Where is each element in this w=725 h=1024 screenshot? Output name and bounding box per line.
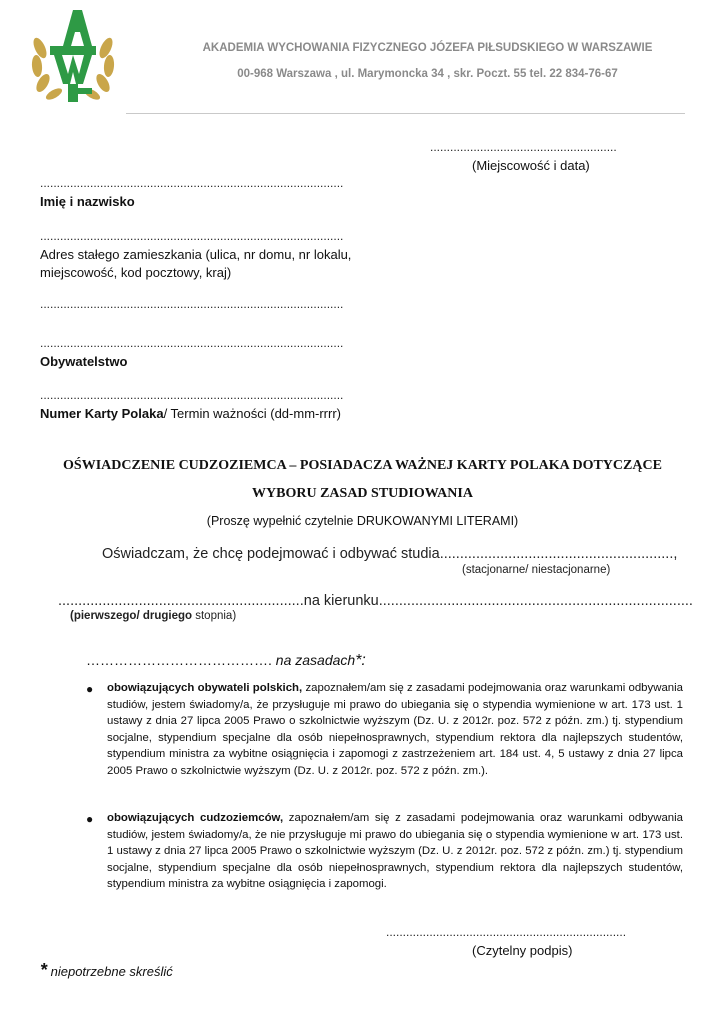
card-number-label-rest: / Termin ważności (dd-mm-rrrr) [163,406,341,421]
rules-line [86,652,366,670]
study-mode-text: Oświadczam, że chcę podejmować i odbywać studia [102,546,440,562]
footnote-asterisk: * [40,960,48,980]
signature-label: (Czytelny podpis) [472,943,573,958]
degree-hint-rest: stopnia) [192,610,237,622]
signature-field[interactable]: ........................................................................ [386,925,627,939]
awf-logo [28,8,118,104]
study-mode-field[interactable]: .........................................................., [439,546,678,562]
card-number-label-bold: Numer Karty Polaka [40,406,164,421]
option-foreigners-text: zapoznałem/am się z zasadami podejmowania oraz warunkami odbywania studiów, jestem świadomy/a, że nie przysługuje mi prawo do ubiegania się o stypendia wymienione w art. 173 ust. 1 ustawy z dnia 27 lipca 2005 Prawo o szkolnictwie wyższym (Dz. U. z 2012r. poz. 572 z późn. zm.) tj. stypendium socjalne, stypendium specjalne dla osób niepełnosprawnych, stypendium rektora dla najlepszych studentów, stypendium ministra za wybitne osiągnięcia i zapomogi. [107,812,683,891]
address-label-line1: Adres stałego zamieszkania (ulica, nr domu, nr lokalu, [40,247,352,262]
awf-monogram [50,10,96,102]
field-of-study-line [58,593,693,609]
rules-text: na zasadach [271,652,356,668]
statement-title-line1: OŚWIADCZENIE CUDZOZIEMCA – POSIADACZA WAŻNEJ KARTY POLAKA DOTYCZĄCE [63,458,662,473]
degree-field[interactable]: ............................................................. [58,593,304,609]
rules-field[interactable]: …………………………………. [86,652,272,668]
study-mode-hint: (stacjonarne/ niestacjonarne) [462,564,611,576]
footnote-text: niepotrzebne skreślić [47,964,173,979]
study-mode-line [102,546,677,562]
statement-title-line2: WYBORU ZASAD STUDIOWANIA [252,486,473,501]
address-field[interactable]: ........................................................................................... [40,229,344,243]
card-number-label [40,406,341,421]
name-label: Imię i nazwisko [40,194,135,209]
option-polish-citizens-text: zapoznałem/am się z zasadami podejmowania oraz warunkami odbywania studiów, jestem świadomy/a, że przysługuje mi prawo do ubiegania się o stypendia wymienione w art. 173 ust. 1 ustawy z dnia 27 lipca 2005 Prawo o szkolnictwie wyższym (Dz. U. z 2012r. poz. 572 z późn. zm.) tj. stypendium socjalne, stypendium specjalne dla osób niepełnosprawnych, stypendium rektora dla najlepszych studentów, stypendium ministra za wybitne osiągnięcia i zapomogi z zastrzeżeniem art. 184 ust. 4, 5 ustawy z dnia 27 lipca 2005 Prawo o szkolnictwie wyższym (Dz. U. z 2012r. poz. 572 z późn. zm.). [107,682,683,777]
address-extra-field[interactable]: ........................................................................................... [40,297,344,311]
name-field[interactable]: ........................................................................................... [40,176,344,190]
place-date-field[interactable]: ........................................................ [430,140,617,154]
citizenship-label: Obywatelstwo [40,354,128,369]
option-foreigners-bold: obowiązujących cudzoziemców, [107,812,284,824]
place-date-label: (Miejscowość i data) [472,158,590,173]
header-divider [126,113,685,114]
bullet-icon: ● [86,812,94,826]
degree-hint [70,610,236,622]
address-label-line2: miejscowość, kod pocztowy, kraj) [40,265,232,280]
option-polish-citizens-bold: obowiązujących obywateli polskich, [107,682,303,694]
institution-name: AKADEMIA WYCHOWANIA FIZYCZNEGO JÓZEFA PIŁSUDSKIEGO W WARSZAWIE [202,42,653,54]
rules-asterisk: *: [355,652,366,669]
bullet-icon: ● [86,682,94,696]
footnote [40,960,173,981]
field-of-study-text: na kierunku [303,593,379,609]
card-number-field[interactable]: ........................................................................................... [40,388,344,402]
fill-instruction: (Proszę wypełnić czytelnie DRUKOWANYMI LITERAMI) [206,514,519,528]
citizenship-field[interactable]: ........................................................................................... [40,336,344,350]
degree-hint-bold: (pierwszego/ drugiego [70,610,193,622]
institution-address: 00-968 Warszawa , ul. Marymoncka 34 , skr. Poczt. 55 tel. 22 834-76-67 [237,68,618,80]
field-of-study-field[interactable]: .............................................................................. [378,593,693,609]
option-polish-citizens[interactable] [107,680,683,780]
option-foreigners[interactable] [107,810,683,893]
